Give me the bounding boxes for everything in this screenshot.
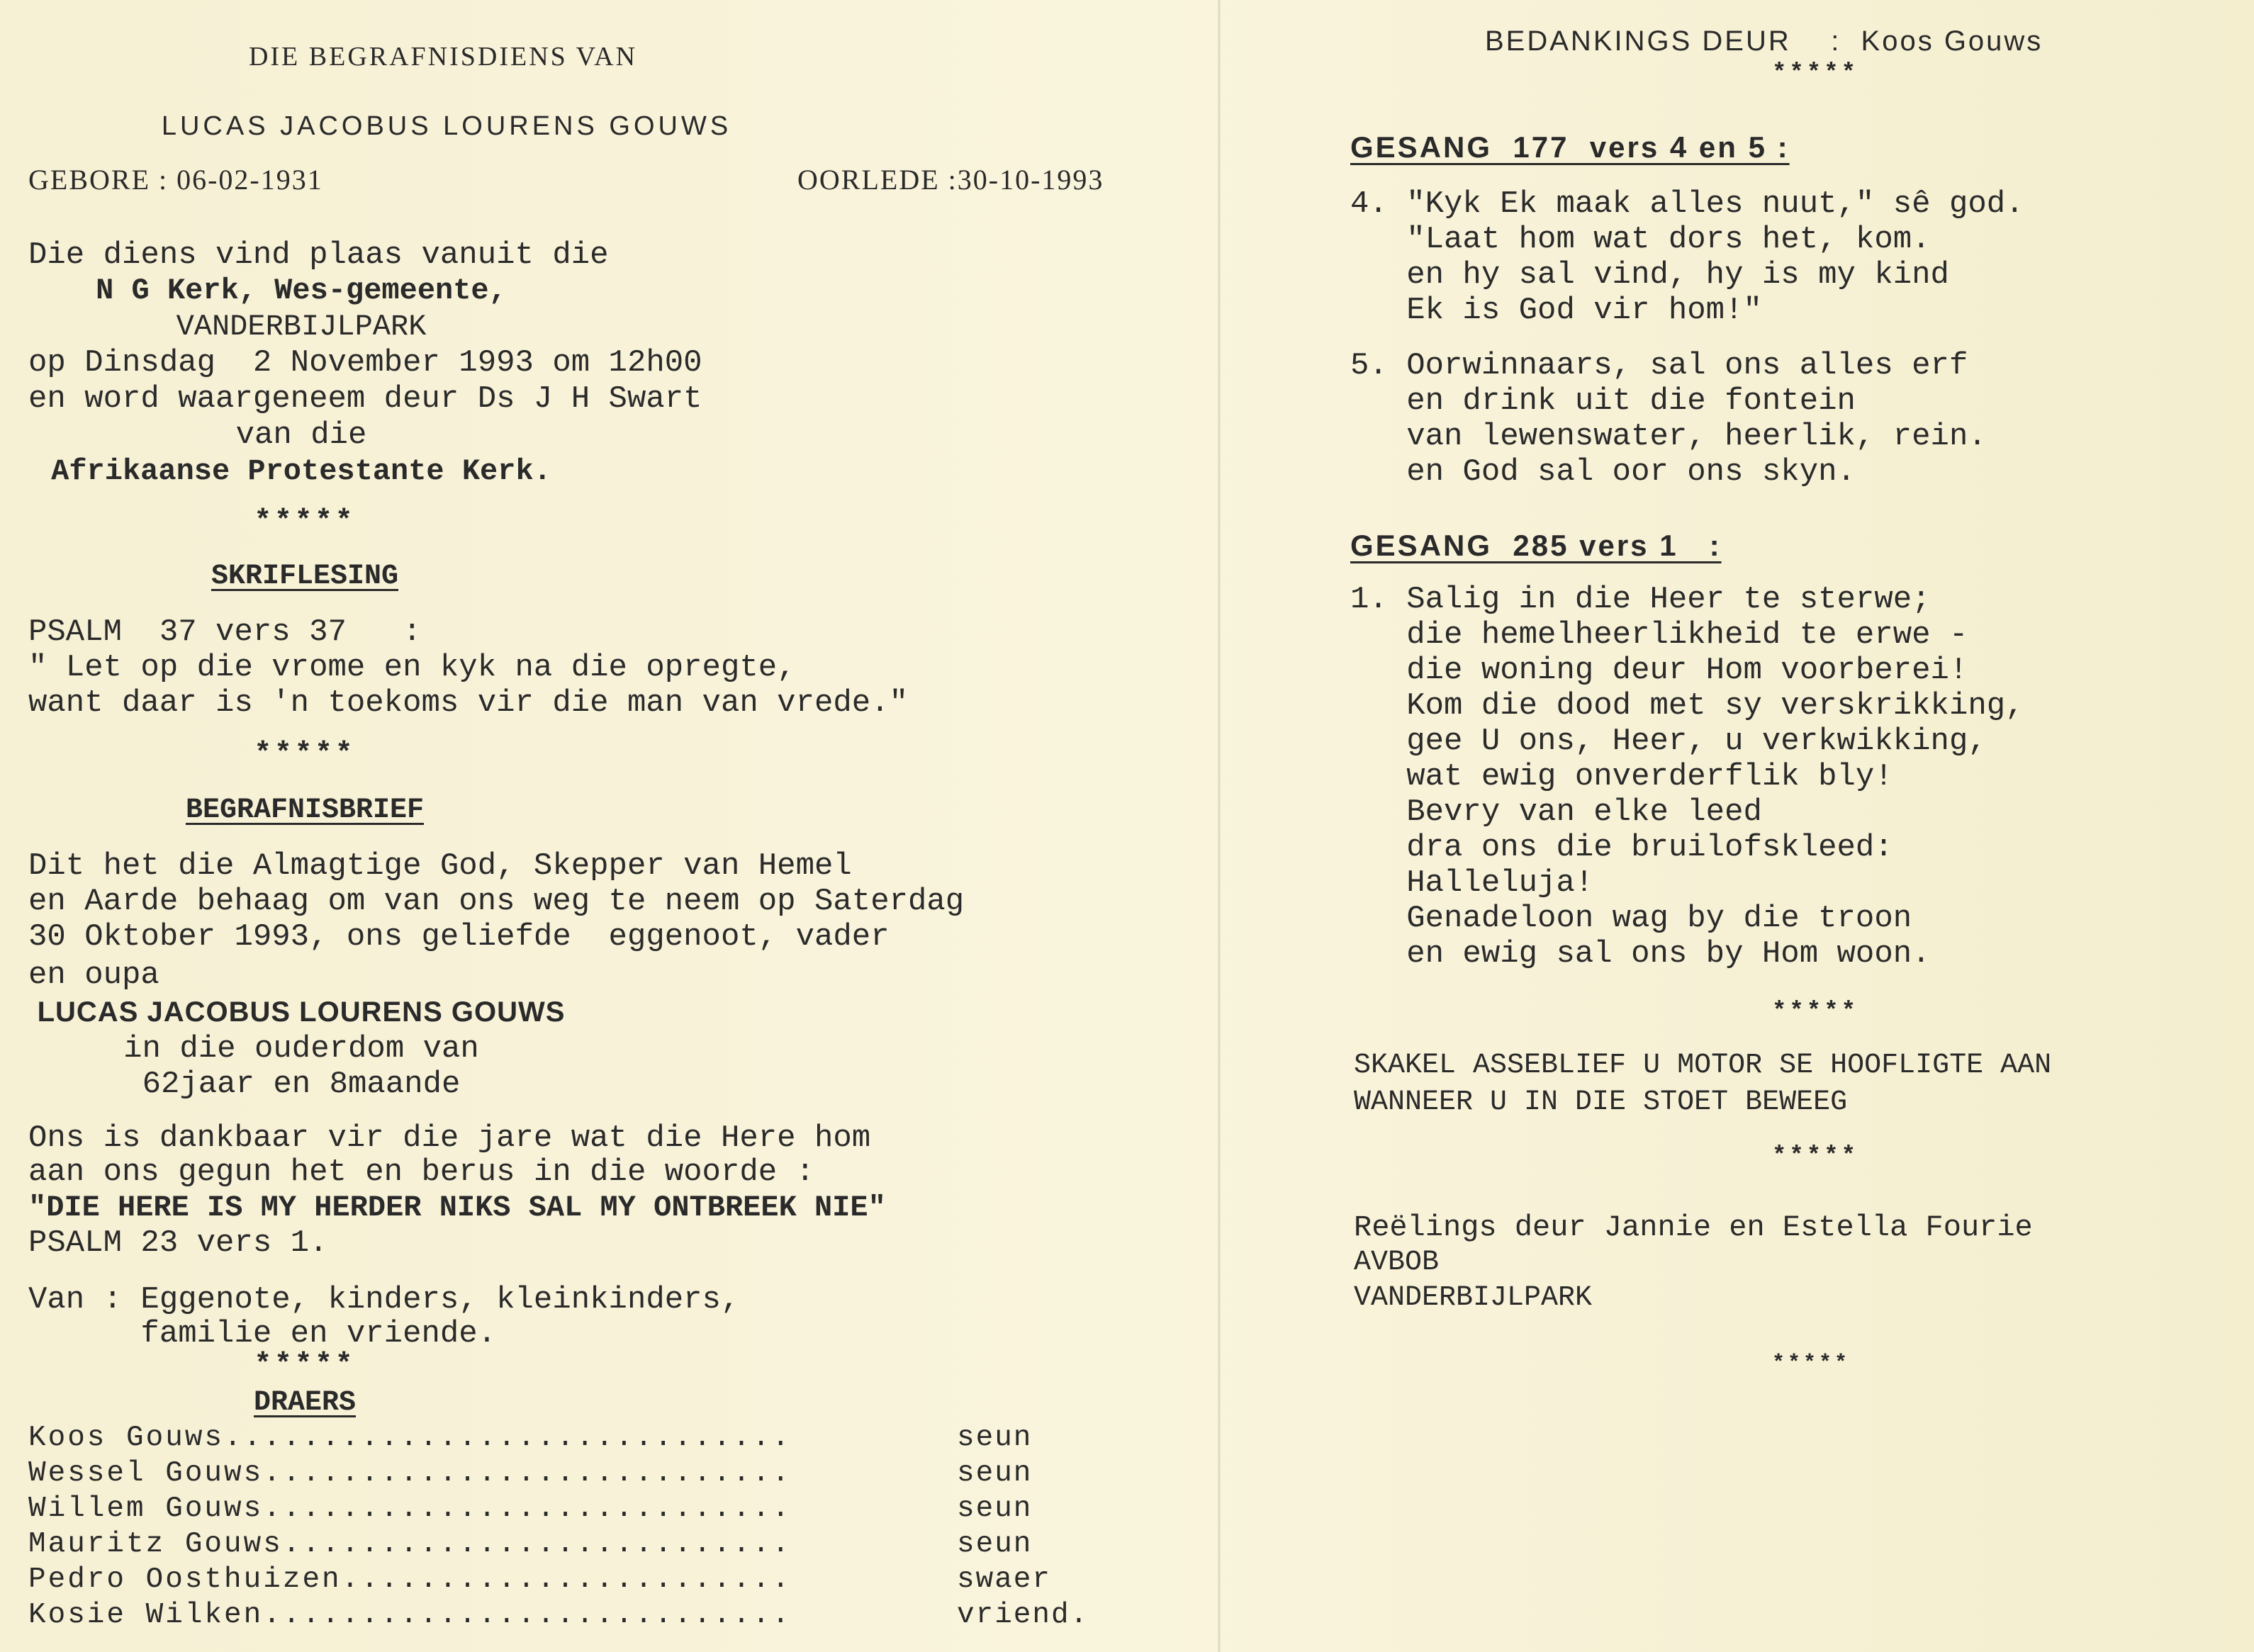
- letter-text: en oupa: [28, 957, 159, 993]
- program-title: DIE BEGRAFNISDIENS VAN: [248, 42, 638, 72]
- bearer-relation: seun: [957, 1422, 1033, 1454]
- hymn-heading: GESANG 177 vers 4 en 5 :: [1350, 130, 1790, 164]
- verse-line: 4. "Kyk Ek maak alles nuut," sê god.: [1350, 186, 2024, 222]
- bearer-relation: seun: [957, 1528, 1033, 1561]
- arrangements-text: VANDERBIJLPARK: [1354, 1282, 1593, 1314]
- letter-text: en Aarde behaag om van ons weg te neem op Saterdag: [28, 884, 965, 919]
- list-item: [28, 1528, 1120, 1563]
- verse-line: 1. Salig in die Heer te sterwe;: [1350, 582, 1931, 617]
- separator-stars: *****: [254, 1349, 356, 1381]
- separator-stars: *****: [1772, 1143, 1859, 1170]
- service-line: VANDERBIJLPARK: [176, 310, 427, 344]
- verse-line: Halleluja!: [1350, 865, 1594, 901]
- service-line: Die diens vind plaas vanuit die: [28, 237, 609, 273]
- thanks-text: aan ons gegun het en berus in die woorde :: [28, 1154, 814, 1190]
- service-line: en word waargeneem deur Ds J H Swart: [28, 381, 702, 417]
- verse-line: Genadeloon wag by die troon: [1350, 901, 1912, 936]
- list-item: [28, 1457, 1120, 1493]
- separator-stars: *****: [1772, 60, 1859, 87]
- bearer-relation: seun: [957, 1457, 1033, 1490]
- hymn-heading: GESANG 285 vers 1 :: [1350, 529, 1722, 562]
- arrangements-text: Reëlings deur Jannie en Estella Fourie: [1354, 1210, 2033, 1244]
- verse-line: Bevry van elke leed: [1350, 794, 1762, 830]
- arrangements-text: AVBOB: [1354, 1247, 1440, 1279]
- age-text: in die ouderdom van: [123, 1031, 479, 1067]
- died-date: OORLEDE :30-10-1993: [797, 164, 1104, 196]
- list-item: [28, 1422, 1120, 1457]
- letter-text: 30 Oktober 1993, ons geliefde eggenoot, vader: [28, 919, 890, 955]
- verse-line: "Laat hom wat dors het, kom.: [1350, 222, 1931, 257]
- letter-text: Dit het die Almagtige God, Skepper van Hemel: [28, 848, 852, 884]
- headlights-notice: SKAKEL ASSEBLIEF U MOTOR SE HOOFLIGTE AAN: [1354, 1050, 2052, 1081]
- verse-line: Ek is God vir hom!": [1350, 293, 1762, 328]
- verse-line: Kom die dood met sy verskrikking,: [1350, 688, 2024, 724]
- headlights-notice: WANNEER U IN DIE STOET BEWEEG: [1354, 1086, 1848, 1118]
- age-text: 62jaar en 8maande: [142, 1067, 461, 1102]
- letter-heading: BEGRAFNISBRIEF: [185, 794, 425, 826]
- verse-line: wat ewig onverderflik bly!: [1350, 759, 1893, 794]
- deceased-name-header: LUCAS JACOBUS LOURENS GOUWS: [161, 111, 732, 141]
- list-item: [28, 1599, 1120, 1634]
- psalm-text: want daar is 'n toekoms vir die man van vrede.": [28, 685, 909, 721]
- service-line: Afrikaanse Protestante Kerk.: [51, 454, 551, 488]
- thanks-by: BEDANKINGS DEUR : Koos Gouws: [1485, 26, 2043, 57]
- verse-line: en ewig sal ons by Hom woon.: [1350, 936, 1931, 972]
- separator-stars: *****: [254, 505, 356, 538]
- service-line: van die: [235, 417, 367, 453]
- verse-line: dra ons die bruilofskleed:: [1350, 830, 1893, 865]
- verse-line: en God sal oor ons skyn.: [1350, 454, 1856, 490]
- quote-reference: PSALM 23 vers 1.: [28, 1225, 328, 1261]
- verse-line: die hemelheerlikheid te erwe -: [1350, 617, 1968, 653]
- bearers-heading: DRAERS: [253, 1387, 357, 1419]
- service-line: N G Kerk, Wes-gemeente,: [96, 274, 507, 308]
- from-text: Van : Eggenote, kinders, kleinkinders,: [28, 1282, 740, 1317]
- psalm-reference: PSALM 37 vers 37 :: [28, 614, 422, 650]
- bearer-relation: vriend.: [957, 1599, 1089, 1631]
- reading-heading: SKRIFLESING: [211, 561, 399, 592]
- psalm-text: " Let op die vrome en kyk na die opregte,: [28, 650, 796, 685]
- verse-line: en hy sal vind, hy is my kind: [1350, 257, 1949, 293]
- verse-line: die woning deur Hom voorberei!: [1350, 653, 1968, 688]
- bearer-relation: seun: [957, 1493, 1033, 1525]
- bearer-name: Willem Gouws...........................: [28, 1493, 792, 1525]
- bearer-name: Pedro Oosthuizen.......................: [28, 1563, 792, 1596]
- bearer-name: Koos Gouws.............................: [28, 1422, 792, 1454]
- from-text: familie en vriende.: [28, 1316, 497, 1352]
- bearer-relation: swaer: [957, 1563, 1052, 1596]
- verse-line: en drink uit die fontein: [1350, 383, 1856, 419]
- page-fold: [1218, 0, 1221, 1652]
- separator-stars: *****: [1772, 1352, 1851, 1376]
- verse-line: gee U ons, Heer, u verkwikking,: [1350, 724, 1987, 759]
- thanks-text: Ons is dankbaar vir die jare wat die Here hom: [28, 1120, 871, 1156]
- verse-line: van lewenswater, heerlik, rein.: [1350, 419, 1987, 454]
- scripture-quote: "DIE HERE IS MY HERDER NIKS SAL MY ONTBREEK NIE": [28, 1191, 886, 1225]
- verse-line: 5. Oorwinnaars, sal ons alles erf: [1350, 348, 1968, 383]
- list-item: [28, 1563, 1120, 1599]
- separator-stars: *****: [1772, 999, 1859, 1026]
- bearer-name: Kosie Wilken...........................: [28, 1599, 792, 1631]
- deceased-name: LUCAS JACOBUS LOURENS GOUWS: [37, 996, 566, 1028]
- bearer-name: Wessel Gouws...........................: [28, 1457, 792, 1490]
- service-line: op Dinsdag 2 November 1993 om 12h00: [28, 345, 702, 381]
- bearer-name: Mauritz Gouws..........................: [28, 1528, 792, 1561]
- separator-stars: *****: [254, 738, 356, 770]
- list-item: [28, 1493, 1120, 1528]
- born-date: GEBORE : 06-02-1931: [28, 164, 323, 196]
